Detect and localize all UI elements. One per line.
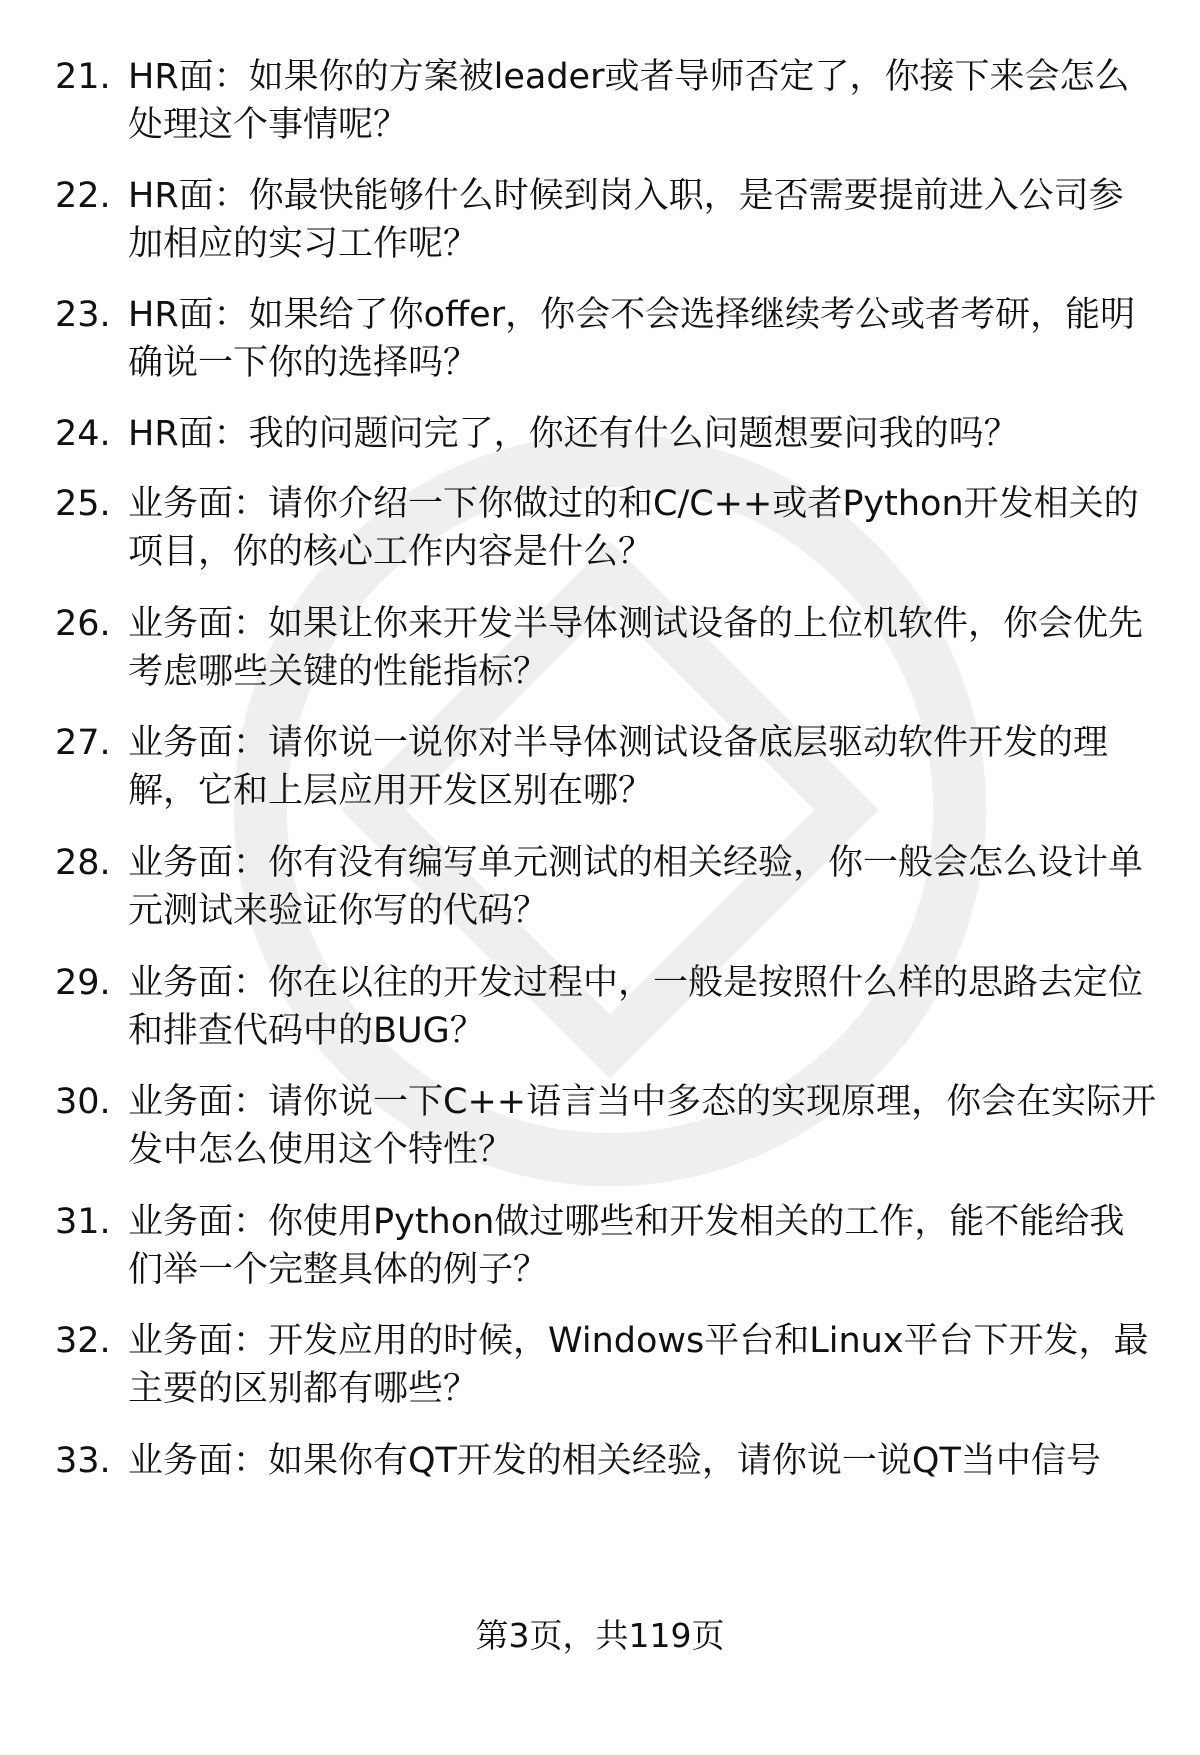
list-item [0,1078,1200,1168]
page-footer: 第3页，共119页 [475,1616,725,1655]
question-text: HR面：你最快能够什么时候到岗入职，是否需要提前进入公司参加相应的实习工作呢？ [128,176,1124,264]
question-text: 业务面：你有没有编写单元测试的相关经验，你一般会怎么设计单元测试来验证你写的代码？ [128,843,1144,931]
question-number: 25. [55,484,111,524]
question-text: 业务面：如果你有QT开发的相关经验，请你说一说QT当中信号 [128,1441,1101,1481]
question-number: 22. [55,176,111,216]
question-text: 业务面：你在以往的开发过程中，一般是按照什么样的思路去定位和排查代码中的BUG？ [128,963,1144,1051]
list-item [0,291,1200,381]
question-text: HR面：如果你的方案被leader或者导师否定了，你接下来会怎么处理这个事情呢？ [128,57,1130,145]
question-text: 业务面：你使用Python做过哪些和开发相关的工作，能不能给我们举一个完整具体的例子？ [128,1202,1125,1290]
question-number: 26. [55,604,111,644]
question-number: 24. [55,414,111,454]
question-number: 27. [55,723,111,763]
list-item [0,719,1200,809]
list-item [0,1198,1200,1288]
list-item [0,53,1200,143]
question-number: 29. [55,963,111,1003]
question-number: 28. [55,843,111,883]
question-number: 31. [55,1202,111,1242]
question-text: 业务面：请你介绍一下你做过的和C/C++或者Python开发相关的项目，你的核心工作内容是什么？ [128,484,1139,572]
list-item [0,480,1200,570]
question-number: 33. [55,1441,111,1481]
list-item [0,1317,1200,1407]
list-item [0,172,1200,262]
list-item [0,839,1200,929]
question-text: HR面：如果给了你offer，你会不会选择继续考公或者考研，能明确说一下你的选择吗？ [128,295,1136,383]
question-text: 业务面：请你说一说你对半导体测试设备底层驱动软件开发的理解，它和上层应用开发区别在哪？ [128,723,1109,811]
question-text: 业务面：如果让你来开发半导体测试设备的上位机软件，你会优先考虑哪些关键的性能指标？ [128,604,1144,692]
question-number: 30. [55,1082,111,1122]
question-text: 业务面：请你说一下C++语言当中多态的实现原理，你会在实际开发中怎么使用这个特性？ [128,1082,1157,1170]
question-number: 23. [55,295,111,335]
list-item [0,959,1200,1049]
list-item [0,600,1200,690]
question-text: HR面：我的问题问完了，你还有什么问题想要问我的吗？ [128,414,1019,454]
list-item [0,1437,1200,1527]
question-number: 32. [55,1321,111,1361]
question-text: 业务面：开发应用的时候，Windows平台和Linux平台下开发，最主要的区别都有哪些？ [128,1321,1149,1409]
question-number: 21. [55,57,111,97]
